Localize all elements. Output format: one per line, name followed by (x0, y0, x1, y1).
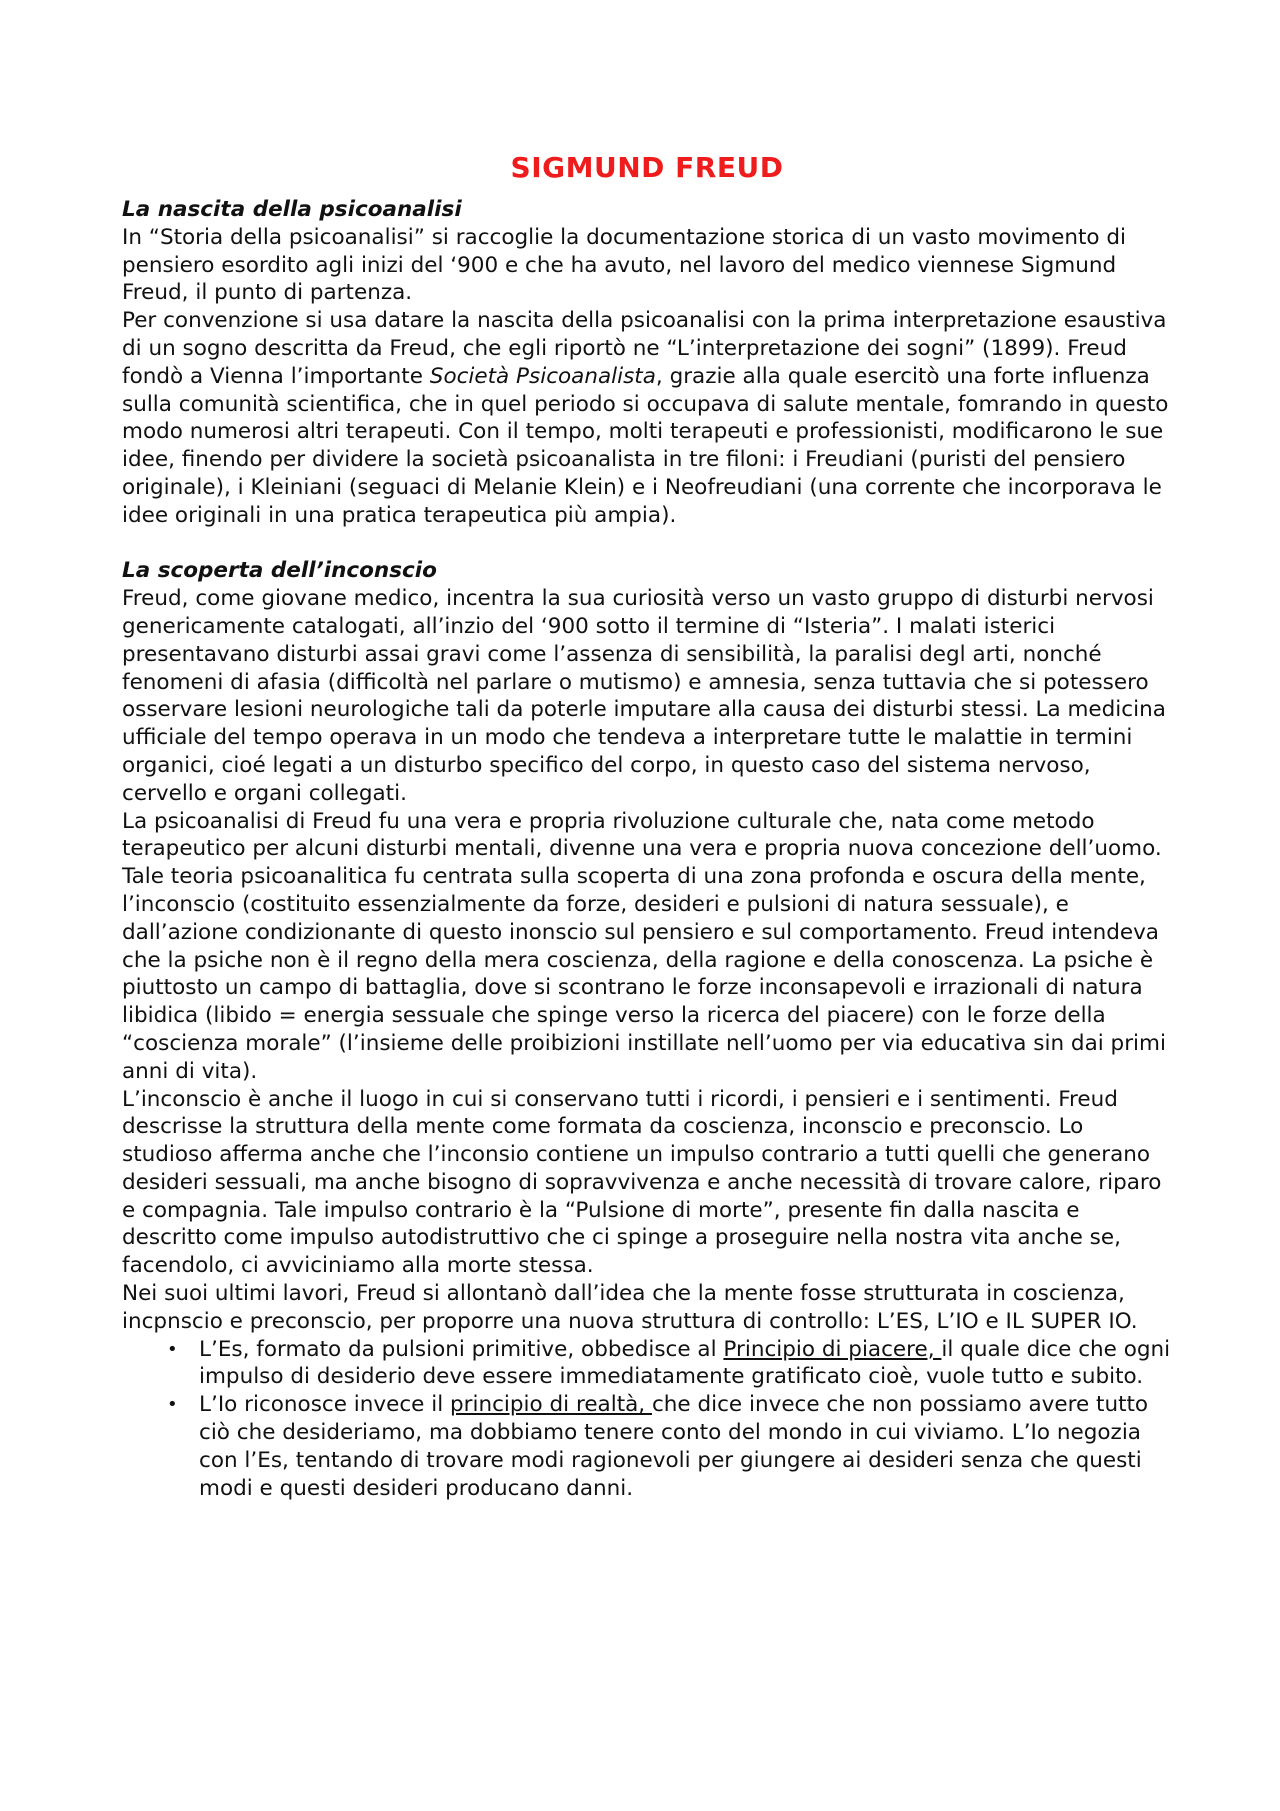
text-run: che dice invece che non possiamo avere tutto ciò che desideriamo, ma dobbiamo tenere conto del mondo in cui viviamo. L’Io negozia con l’Es, tentando di trovare modi ragionevoli per giungere ai desideri senza che questi modi e questi desideri producano danni. (199, 1392, 1149, 1501)
section-inconscio (122, 557, 1172, 1502)
text-run: L’Io riconosce invece il (199, 1392, 451, 1418)
blank-line (122, 530, 1172, 558)
bullet-list (122, 1336, 1172, 1503)
document-title: SIGMUND FREUD (510, 151, 784, 184)
list-item (122, 1391, 1172, 1502)
section-nascita (122, 196, 1172, 530)
bullet-icon: • (167, 1338, 178, 1360)
paragraph: Freud, come giovane medico, incentra la sua curiosità verso un vasto gruppo di disturbi nervosi genericamente catalogati, all’inzio del ‘900 sotto il termine di “Isteria”. I malati isterici presentavano disturbi assai gravi come l’assenza di sensibilità, la paralisi degl arti, nonché fenomeni di afasia (difficoltà nel parlare o mutismo) e amnesia, senza tuttavia che si potessero osservare lesioni neurologiche tali da poterle imputare alla causa dei disturbi stessi. La medicina ufficiale del tempo operava in un modo che tendeva a interpretare tutte le malattie in termini organici, cioé legati a un disturbo specifico del corpo, in questo caso del sistema nervoso, cervello e organi collegati. (122, 586, 1166, 806)
underlined-text: Principio di piacere, (723, 1336, 942, 1362)
paragraph: Nei suoi ultimi lavori, Freud si allontanò dall’idea che la mente fosse strutturata in coscienza, incpnscio e preconscio, per proporre una nuova struttura di controllo: L’ES, L’IO e IL SUPER IO. (122, 1281, 1138, 1334)
paragraph: La psicoanalisi di Freud fu una vera e propria rivoluzione culturale che, nata come metodo terapeutico per alcuni disturbi mentali, divenne una vera e propria nuova concezione dell’uomo. Tale teoria psicoanalitica fu centrata sulla scoperta di una zona profonda e oscura della mente, l’inconscio (costituito essenzialmente da forze, desideri e pulsioni di natura sessuale), e dall’azione condizionante di questo inonscio sul pensiero e sul comportamento. Freud intendeva che la psiche non è il regno della mera coscienza, della ragione e della conoscenza. La psiche è piuttosto un campo di battaglia, dove si scontrano le forze inconsapevoli e irrazionali di natura libidica (libido = energia sessuale che spinge verso la ricerca del piacere) con le forze della “coscienza morale” (l’insieme delle proibizioni instillate nell’uomo per via educativa sin dai primi anni di vita). (122, 808, 1166, 1084)
text-run: Per convenzione si usa datare la nascita della psicoanalisi con la prima interpretazione esaustiva di un sogno descritta da Freud, che egli riportò ne “L’interpretazione dei sogni” (1899). Freud fondò a Vienna l’importante (122, 308, 1167, 389)
text-run: il quale dice che ogni impulso di desiderio deve essere immediatamente gratificato cioè, vuole tutto e subito. (199, 1336, 1171, 1390)
text-run: L’Es, formato da pulsioni primitive, obbedisce al (199, 1336, 724, 1362)
document-page (122, 150, 1172, 1502)
section-heading: La scoperta dell’inconscio (122, 558, 437, 584)
bullet-icon: • (167, 1394, 178, 1416)
paragraph (122, 307, 1172, 529)
paragraph: In “Storia della psicoanalisi” si raccoglie la documentazione storica di un vasto movimento di pensiero esordito agli inizi del ‘900 e che ha avuto, nel lavoro del medico viennese Sigmund Freud, il punto di partenza. (122, 224, 1127, 306)
paragraph: L’inconscio è anche il luogo in cui si conservano tutti i ricordi, i pensieri e i sentimenti. Freud descrisse la struttura della mente come formata da coscienza, inconscio e preconscio. Lo studioso afferma anche che l’inconsio contiene un impulso contrario a tutti quelli che generano desideri sessuali, ma anche bisogno di sopravvivenza e anche necessità di trovare calore, riparo e compagnia. Tale impulso contrario è la “Pulsione di morte”, presente fin dalla nascita e descritto come impulso autodistruttivo che ci spinge a proseguire nella nostra vita anche se, facendolo, ci avviciniamo alla morte stessa. (122, 1086, 1162, 1279)
underlined-text: principio di realtà, (450, 1392, 652, 1418)
section-heading: La nascita della psicoanalisi (122, 197, 462, 222)
italic-text: Società Psicoanalista (429, 363, 656, 389)
text-run: , grazie alla quale esercitò una forte influenza sulla comunità scientifica, che in quel periodo si occupava di salute mentale, fomrando in questo modo numerosi altri terapeuti. Con il tempo, molti terapeuti e professionisti, modificarono le sue idee, finendo per dividere la società psicoanalista in tre filoni: i Freudiani (puristi del pensiero originale), i Kleiniani (seguaci di Melanie Klein) e i Neofreudiani (una corrente che incorporava le idee originali in una pratica terapeutica più ampia). (122, 363, 1169, 528)
list-item (122, 1336, 1172, 1392)
